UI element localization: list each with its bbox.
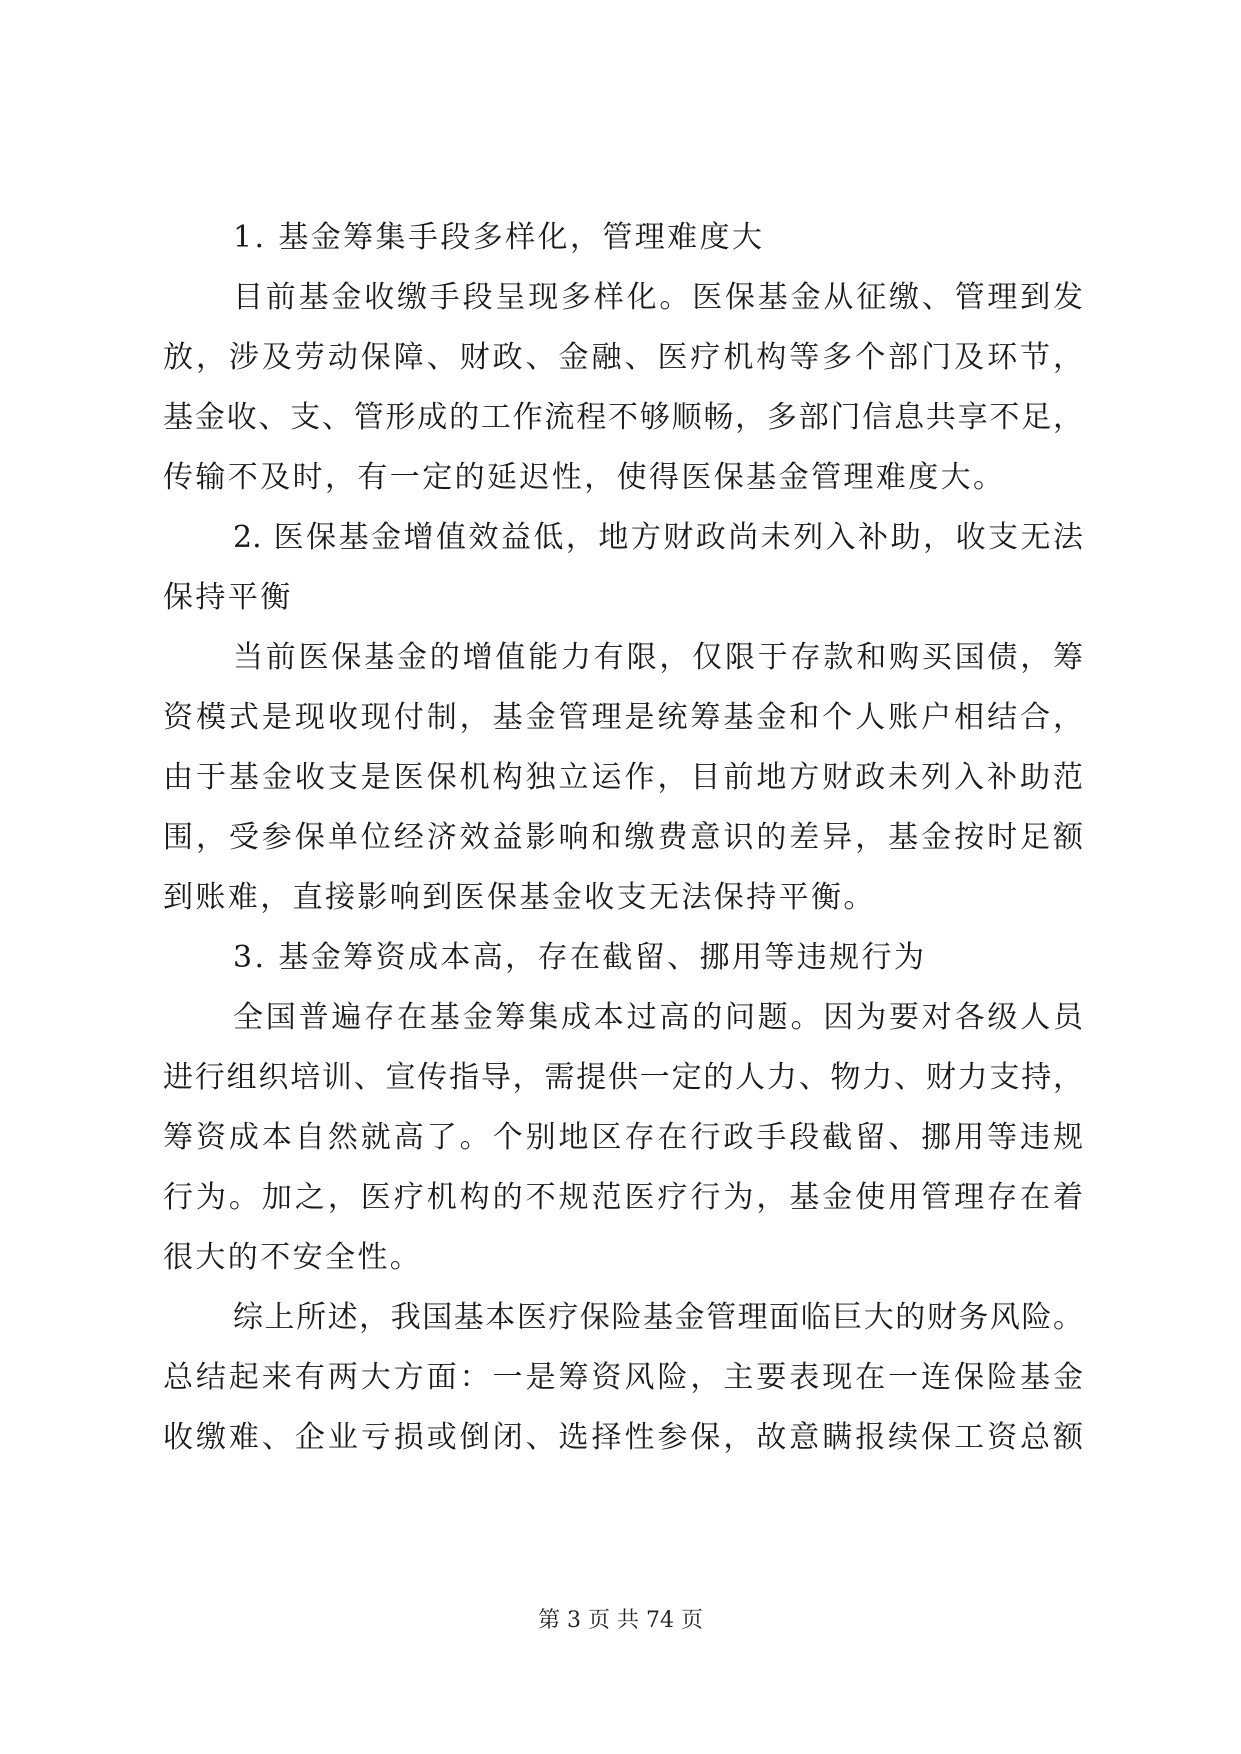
paragraph-line: 传输不及时，有一定的延迟性，使得医保基金管理难度大。 [163, 460, 1006, 495]
paragraph-line: 很大的不安全性。 [163, 1240, 423, 1275]
paragraph-line: 进行组织培训、宣传指导，需提供一定的人力、物力、财力支持， [163, 1060, 1083, 1095]
page-number-footer: 第 3 页 共 74 页 [538, 1608, 703, 1633]
paragraph-line: 收缴难、企业亏损或倒闭、选择性参保，故意瞒报续保工资总额 [163, 1420, 1083, 1455]
paragraph-line: 围，受参保单位经济效益影响和缴费意识的差异，基金按时足额 [163, 820, 1083, 855]
paragraph-line: 总结起来有两大方面：一是筹资风险，主要表现在一连保险基金 [163, 1360, 1083, 1395]
paragraph-line: 筹资成本自然就高了。个别地区存在行政手段截留、挪用等违规 [163, 1120, 1083, 1155]
paragraph-line: 由于基金收支是医保机构独立运作，目前地方财政未列入补助范 [163, 760, 1083, 795]
paragraph-line: 资模式是现收现付制，基金管理是统筹基金和个人账户相结合， [163, 700, 1083, 735]
heading-2: 2. 医保基金增值效益低，地方财政尚未列入补助，收支无法 [233, 520, 1083, 555]
heading-2-continued: 保持平衡 [163, 580, 293, 615]
heading-3: 3. 基金筹资成本高，存在截留、挪用等违规行为 [233, 940, 927, 975]
paragraph-line: 放，涉及劳动保障、财政、金融、医疗机构等多个部门及环节， [163, 340, 1083, 375]
paragraph-line: 目前基金收缴手段呈现多样化。医保基金从征缴、管理到发 [233, 280, 1083, 315]
paragraph-line: 基金收、支、管形成的工作流程不够顺畅，多部门信息共享不足， [163, 400, 1083, 435]
paragraph-line: 到账难，直接影响到医保基金收支无法保持平衡。 [163, 880, 876, 915]
paragraph-line: 行为。加之，医疗机构的不规范医疗行为，基金使用管理存在着 [163, 1180, 1083, 1215]
paragraph-line: 当前医保基金的增值能力有限，仅限于存款和购买国债，筹 [233, 640, 1083, 675]
heading-1: 1. 基金筹集手段多样化，管理难度大 [233, 220, 765, 255]
paragraph-line: 综上所述，我国基本医疗保险基金管理面临巨大的财务风险。 [233, 1300, 1083, 1335]
paragraph-line: 全国普遍存在基金筹集成本过高的问题。因为要对各级人员 [233, 1000, 1083, 1035]
